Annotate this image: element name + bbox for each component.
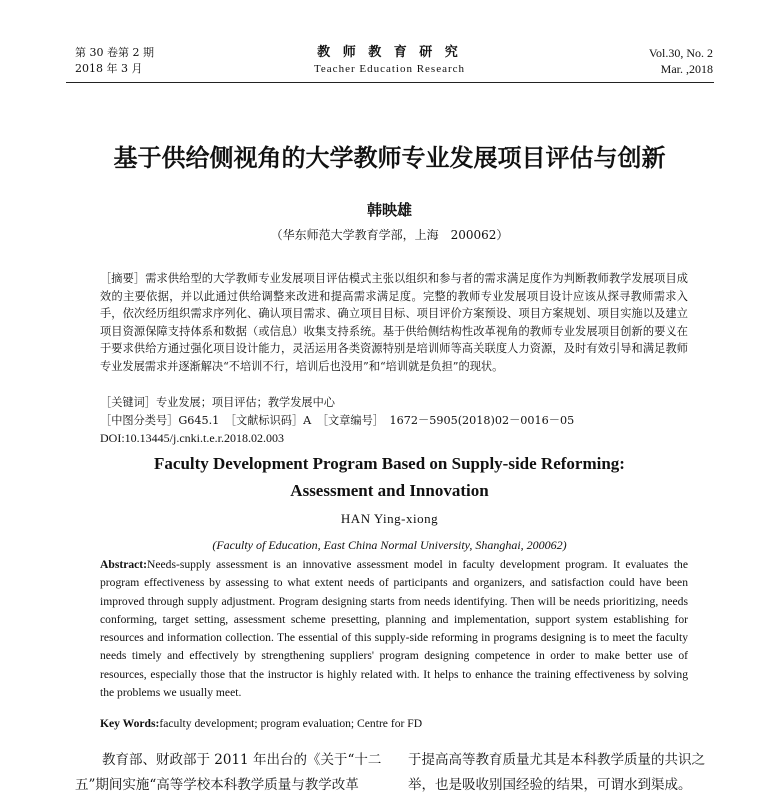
affiliation-en: (Faculty of Education, East China Normal University, Shanghai, 200062): [212, 538, 567, 552]
paper-title-en: [0, 450, 779, 504]
body-left-column: 教育部、财政部于 2011 年出台的《关于“十二五”期间实施“高等学校本科教学质量与教学改革: [75, 752, 382, 793]
abstract-cn-label: ［摘要］: [100, 272, 146, 285]
keywords-cn-text: 专业发展；项目评估；教学发展中心: [155, 396, 335, 409]
abstract-cn: [100, 270, 688, 376]
abstract-en-label: Abstract:: [100, 558, 148, 571]
volume-issue-en: Vol.30, No. 2: [648, 46, 713, 60]
abstract-en: [100, 556, 688, 702]
body-right-column: 于提高高等教育质量尤其是本科教学质量的共识之举，也是吸收别国经验的结果，可谓水到渠成。: [408, 752, 705, 793]
keywords-cn-label: ［关键词］: [100, 396, 156, 409]
keywords-en-label: Key Words:: [100, 717, 160, 730]
journal-name-cn: 教 师 教 育 研 究: [317, 45, 462, 60]
author-en: HAN Ying-xiong: [340, 511, 439, 526]
volume-issue: 第 30 卷第 2 期: [75, 46, 154, 59]
header-rule: [66, 82, 714, 83]
journal-name-en: Teacher Education Research: [313, 63, 466, 75]
affiliation-cn: （华东师范大学教育学部，上海 200062）: [270, 228, 509, 242]
classification-info: ［中图分类号］G645.1 ［文献标识码］A ［文章编号］ 1672－5905(2018)02－0016－05: [100, 414, 575, 427]
keywords-en-text: faculty development; program evaluation; Centre for FD: [159, 717, 423, 730]
keywords-cn: [100, 394, 688, 410]
abstract-en-text: Needs-supply assessment is an innovative assessment model in faculty development program. It evaluates the program effectiveness by assessing to what extent needs of participants and organizers, and satisfaction could have been improved through supply adjustment. Program designing starts from needs identifying. Then will be needs prioritizing, needs conforming, target setting, assessment scheme presetting, planning and implementation, support system establishing for resources and information collection. The essential of this supply-side reforming in programs designing is to meet the faculty needs timely and effectively by strengthening suppliers' program designing competence in order to make better use of resources, especially those that the instructor is highly related with. It helps to enhance the training effectiveness by solving the problems we usually meet.: [100, 558, 688, 700]
journal-issue-info-en: [649, 45, 713, 77]
abstract-cn-text: 需求供给型的大学教师专业发展项目评估模式主张以组织和参与者的需求满足度作为判断教师教学发展项目成效的主要依据，并以此通过供给调整来改进和提高需求满足度。完整的教师专业发展项目设计应该从探寻教师需求入手，依次经历组织需求序列化、确认项目需求、确立项目目标、项目评价方案预设、项目方案规划、项目实施以及建立项目资源保障支持体系和数据（或信息）收集支持系统。基于供给侧结构性改革视角的教师专业发展项目创新的要义在于要求供给方通过强化项目设计能力，灵活运用各类资源特别是培训师等高关联度人力资源，及时有效引导和满足教师专业发展需求并逐渐解决“不培训不行，培训后也没用”和“培训就是负担”的现状。: [100, 272, 688, 373]
keywords-en: [100, 717, 422, 730]
paper-title-cn: 基于供给侧视角的大学教师专业发展项目评估与创新: [113, 144, 666, 172]
paper-title-en-line2: Assessment and Innovation: [290, 481, 489, 500]
issue-date-en: Mar. ,2018: [660, 62, 713, 76]
issue-date: 2018 年 3 月: [75, 62, 143, 75]
paper-title-en-line1: Faculty Development Program Based on Supply-side Reforming:: [154, 454, 625, 473]
author-cn: 韩映雄: [366, 201, 412, 219]
doi: DOI:10.13445/j.cnki.t.e.r.2018.02.003: [100, 431, 284, 445]
